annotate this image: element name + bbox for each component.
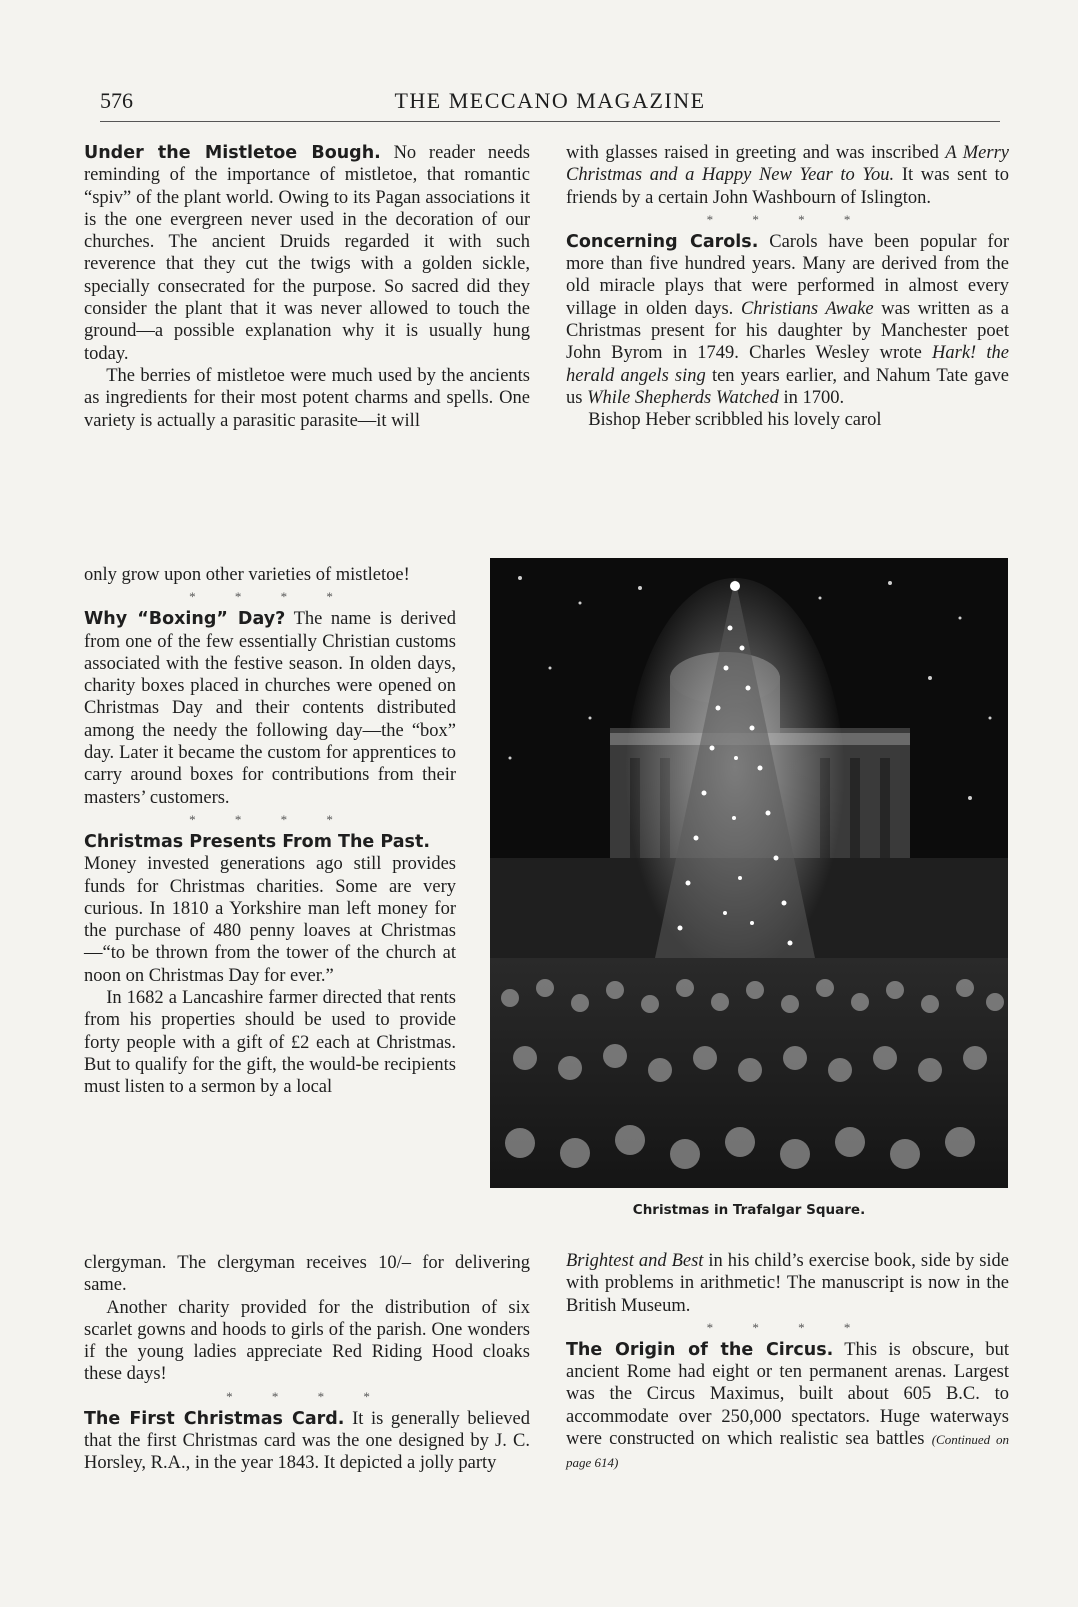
carol-title-hark: Hark! the herald angels sing: [566, 343, 1009, 386]
first-card-cont-before: with glasses raised in greeting and was inscribed: [566, 143, 939, 163]
heading-circus: The Origin of the Circus.: [566, 1339, 834, 1360]
first-card-greeting: A Merry Christmas and a Happy New Year to You.: [566, 143, 1010, 186]
article-first-card: [84, 1408, 530, 1475]
left-column-top: [84, 142, 530, 432]
circus-text: This is obscure, but ancient Rome had eight or ten permanent arenas. Largest was the Circus Maximus, built about 605 B.C. to accommodate over 250,000 spectators. Huge waterways were constructed on which realistic sea battles: [566, 1339, 1009, 1450]
magazine-title: THE MECCANO MAGAZINE: [394, 88, 706, 113]
presents-p2: In 1682 a Lancashire farmer directed that rents from his properties should be used to provide forty people with a gift of £2 each at Christmas. But to qualify for the gift, the would-be recipients must listen to a sermon by a local: [84, 988, 456, 1098]
carol-title-brightest: Brightest and Best: [566, 1251, 704, 1271]
carols-text-1: Carols have been popular for more than five hundred years. Many are derived from the old miracle plays that were performed in almost every village in olden days.: [566, 231, 1009, 319]
first-card-continued: [566, 142, 1009, 209]
heading-carols: Concerning Carols.: [566, 231, 759, 252]
carol-title-shepherds: While Shepherds Watched: [587, 387, 779, 408]
mistletoe-text-1: No reader needs reminding of the importance of mistletoe, that romantic “spiv” of the plant world. Owing to its Pagan associations it is the one evergreen never used in the decoration of our churches. The ancient Druids regarded it with such reverence that they cut the twigs with a golden sickle, specially consecrated for the purpose. So sacred did they consider the plant that it was never allowed to touch the ground—a possible explanation why it is usually hung today.: [84, 143, 530, 364]
trafalgar-square-photo: [490, 558, 1008, 1188]
carol-title-christians-awake: Christians Awake: [740, 298, 874, 319]
presents-p1: Money invested generations ago still provides funds for Christmas charities. Some are very curious. In 1810 a Yorkshire man left money for the purchase of 480 penny loaves at Christmas—“to be thrown from the tower of the church at noon on Christmas Day for ever.”: [84, 854, 456, 986]
left-column-narrow: [84, 564, 456, 1099]
separator-stars: * * * *: [189, 589, 351, 605]
carols-p3: [566, 1250, 1009, 1317]
article-mistletoe-p2-end: only grow upon other varieties of mistletoe!: [84, 565, 410, 585]
carols-p2: Bishop Heber scribbled his lovely carol: [588, 410, 882, 431]
article-boxing-day: [84, 608, 456, 809]
heading-presents-text: Christmas Presents From The Past.: [84, 831, 430, 852]
carols-text-2: was written as a Christmas present for his daughter by Manchester poet John Byrom in 1749. Charles Wesley wrote: [566, 298, 1010, 364]
separator-stars: * * * *: [189, 811, 351, 827]
presents-p3: Another charity provided for the distribution of six scarlet gowns and hoods to girls of the parish. One wonders if the young ladies appreciate Red Riding Hood cloaks these days!: [84, 1297, 530, 1385]
continued-note: (Continued on page 614): [566, 1432, 1009, 1471]
separator-stars: * * * *: [706, 1319, 869, 1335]
first-card-cont-after: It was sent to friends by a certain John Washbourn of Islington.: [566, 165, 1010, 208]
carols-text-4: in 1700.: [783, 387, 845, 408]
heading-mistletoe: Under the Mistletoe Bough.: [84, 143, 381, 163]
article-carols: [566, 231, 1009, 409]
presents-p2-end: clergyman. The clergyman receives 10/– for delivering same.: [84, 1253, 530, 1296]
article-mistletoe-p1: [84, 142, 530, 365]
heading-presents: [84, 831, 456, 853]
heading-first-card: The First Christmas Card.: [84, 1408, 345, 1429]
photo-illustration: [490, 558, 1008, 1188]
page-header: [100, 88, 1000, 124]
page-number: 576: [100, 88, 133, 113]
separator-stars: * * * *: [226, 1388, 388, 1404]
first-card-text: It is generally believed that the first Christmas card was the one designed by J. C. Horsley, R.A., in the year 1843. It depicted a jolly party: [84, 1408, 530, 1474]
header-rule: [100, 121, 1000, 122]
carols-text-3: ten years earlier, and Nahum Tate gave us: [566, 365, 1009, 408]
carols-p3-text: in his child’s exercise book, side by side with problems in arithmetic! The manuscript is now in the British Museum.: [566, 1251, 1009, 1316]
boxing-day-text: The name is derived from one of the few essentially Christian customs associated with the festive season. In olden days, charity boxes placed in churches were opened on Christmas Day and their contents distributed among the needy the following day—the “box” day. Later it became the custom for apprentices to carry around boxes for contributions from their masters’ customers.: [84, 609, 456, 808]
heading-boxing-day: Why “Boxing” Day?: [84, 609, 286, 630]
left-column-bottom: [84, 1252, 530, 1475]
article-circus: [566, 1339, 1009, 1475]
separator-stars: * * * *: [706, 211, 869, 227]
right-column-top: [566, 142, 1009, 432]
right-column-bottom: [566, 1250, 1009, 1475]
photo-caption: Christmas in Trafalgar Square.: [632, 1202, 866, 1218]
article-mistletoe-p2: The berries of mistletoe were much used by the ancients as ingredients for their most potent charms and spells. One variety is actually a parasitic parasite—it will: [84, 365, 530, 431]
